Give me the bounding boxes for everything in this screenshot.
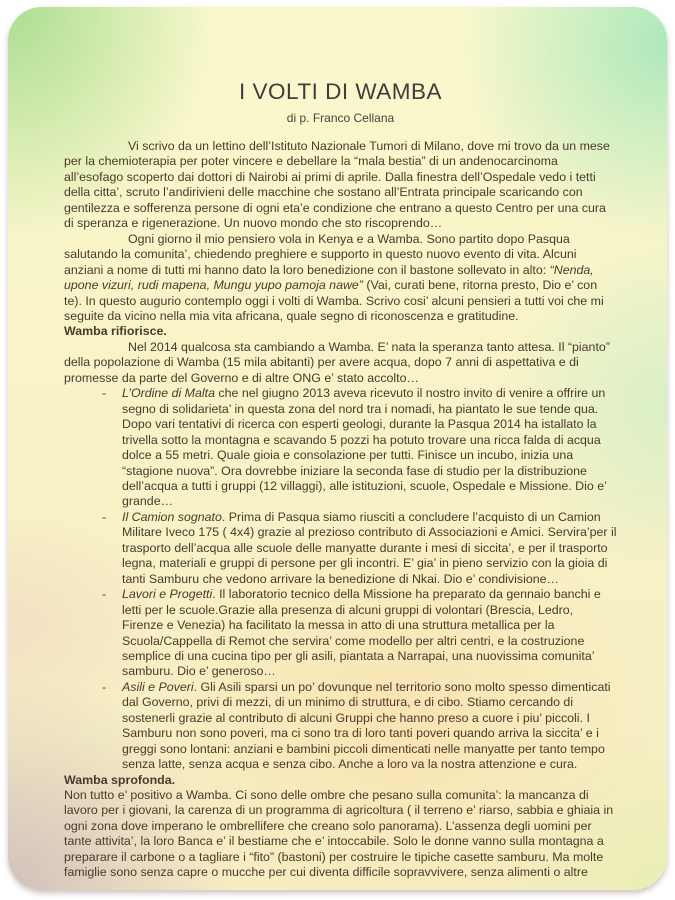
paragraph <box>64 788 617 881</box>
bullet-marker: - <box>102 679 107 694</box>
bullet-text <box>122 510 617 587</box>
text-run: Lavori e Progetti <box>122 587 213 602</box>
paragraph <box>64 340 617 386</box>
bullet-text <box>122 587 617 680</box>
bullet-marker: - <box>102 509 107 524</box>
document-body <box>64 139 617 881</box>
text-run: L’Ordine di Malta <box>122 386 215 401</box>
paragraph <box>64 232 617 325</box>
text-run: che nel giugno 2013 aveva ricevuto il nostro invito di venire a offrire un segno di solidarieta’ in questa zona del nord tra i nomadi, ha piantato le sue tende qua. Dopo vari tentativi di ricerca con esperti geologi, durante la Pasqua 2014 ha istallato la trivella sotto la montagna e scavando 5 pozzi ha potuto trovare una ricca falda di acqua dolce a 55 metri. Quale gioia e consolazione per tutti. Finisce un incubo, inizia una “stagione nuova”. Ora dovrebbe iniziare la seconda fase di studio per la distribuzione dell’acqua a tutti i gruppi (12 villaggi), alle istituzioni, scuole, Ospedale e Missione. Dio e’ grande… <box>122 386 607 509</box>
bullet-item <box>102 680 617 773</box>
bullet-text <box>122 386 617 510</box>
paragraph <box>64 139 617 232</box>
bullet-item <box>102 386 617 510</box>
bullet-marker: - <box>102 386 107 401</box>
text-run: Vi scrivo da un lettino dell’Istituto Nazionale Tumori di Milano, dove mi trovo da un mese per la chemioterapia per poter vincere e debellare la “mala bestia” di un andenocarcinoma all’esofago scoperto dai dottori di Nairobi ai primi di aprile. Dalla finestra dell’Ospedale vedo i tetti della citta’, scruto l’andirivieni delle macchine che sostano all’Entrata principale scaricando con gentilezza e sofferenza persone di ogni eta’e condizione che entrano a questo Centro per una cura di speranza e rigenerazione. Un nuovo mondo che sto riscoprendo… <box>64 139 610 231</box>
document-page <box>8 7 667 890</box>
bullet-item <box>102 510 617 587</box>
text-run: “Nenda, upone vizuri, rudi mapena, Mungu yupo pamoja nawe” <box>64 262 594 293</box>
bullet-marker: - <box>102 587 107 602</box>
text-run: . Il laboratorio tecnico della Missione ha preparato da gennaio banchi e letti per le scuole.Grazie alla presenza di alcuni gruppi di volontari (Brescia, Ledro, Firenze e Venezia) ha facilitato la messa in atto di una struttura metallica per la Scuola/Cappella di Remot che servira’ come modello per altri centri, e la costruzione semplice di una cucina tipo per gli asili, piantata a Narrapai, una nuovissima comunita’ samburu. Dio e’ generoso… <box>122 587 601 679</box>
text-run: . Gli Asili sparsi un po’ dovunque nel territorio sono molto spesso dimenticati dal Governo, privi di mezzi, di un minimo di struttura, e di cibo. Stiamo cercando di sostenerli grazie al contributo di alcuni Gruppi che hanno preso a cuore i piu’ piccoli. I Samburu non sono poveri, ma ci sono tra di loro tanti poveri quando arriva la siccita’ e i greggi sono lontani: anziani e bambini piccoli dimenticati nelle manyatte per tanto tempo senza latte, senza acqua e senza cibo. Anche a loro va la nostra attenzione e cura. <box>122 679 611 772</box>
text-run: Nel 2014 qualcosa sta cambiando a Wamba. E’ nata la speranza tanto attesa. Il “pianto” della popolazione di Wamba (15 mila abitanti) per avere acqua, dopo 7 anni di aspettativa e di promesse da parte del Governo e di altre ONG e’ stato accolto… <box>64 339 610 385</box>
text-run: Wamba sprofonda. <box>64 772 176 787</box>
text-run: Ogni giorno il mio pensiero vola in Kenya e a Wamba. Sono partito dopo Pasqua salutando la comunita’, chiedendo preghiere e supporto in questo nuovo evento di vita. Alcuni anziani a nome di tutti mi hanno dato la loro benedizione con il bastone sollevato in alto: <box>64 231 577 277</box>
section-heading <box>64 324 617 339</box>
section-heading <box>64 773 617 788</box>
text-run: Il Camion sognato <box>122 509 222 524</box>
bullet-item <box>102 587 617 680</box>
document-title: I VOLTI DI WAMBA <box>238 79 443 104</box>
text-run: . Prima di Pasqua siamo riusciti a concludere l’acquisto di un Camion Militare Iveco 175 ( 4x4) grazie al prezioso contributo di Associazioni e Amici. Servira’per il trasporto dell’acqua alle scuole delle manyatte durante i mesi di siccita’, e per il trasporto legna, materiali e gruppi di persone per gli incontri. E’ gia’ in pieno servizio con la gioia di tanti Samburu che vedono arrivare la benedizione di Nkai. Dio e’ condivisione… <box>122 509 617 586</box>
text-run: Wamba rifiorisce. <box>64 324 167 339</box>
text-run: Asili e Poveri <box>122 679 194 694</box>
text-run: Non tutto e’ positivo a Wamba. Ci sono delle ombre che pesano sulla comunita’: la mancanza di lavoro per i giovani, la carenza di un programma di agricoltura ( il terreno e’ riarso, sabbia e ghiaia in ogni zona dove imperano le ombrellifere che creano solo panorama). L’assenza degli uomini per tante attivita’, la loro Banca e’ il bestiame che e’ intoccabile. Solo le donne vanno sulla montagna a preparare il carbone o a tagliare i “fito” (bastoni) per costruire le tipiche casette samburu. Ma molte famiglie sono senza capre o mucche per cui diventa difficile sopravvivere, senza alimenti o altre <box>64 788 614 880</box>
text-run: (Vai, curati bene, ritorna presto, Dio e’ con te). In questo augurio contemplo oggi i volti di Wamba. Scrivo cosi’ alcuni pensieri a tutti voi che mi seguite da vicino nella mia vita africana, quale segno di riconoscenza e gratitudine. <box>64 278 604 323</box>
bullet-text <box>122 680 617 773</box>
document-subtitle: di p. Franco Cellana <box>286 111 395 125</box>
